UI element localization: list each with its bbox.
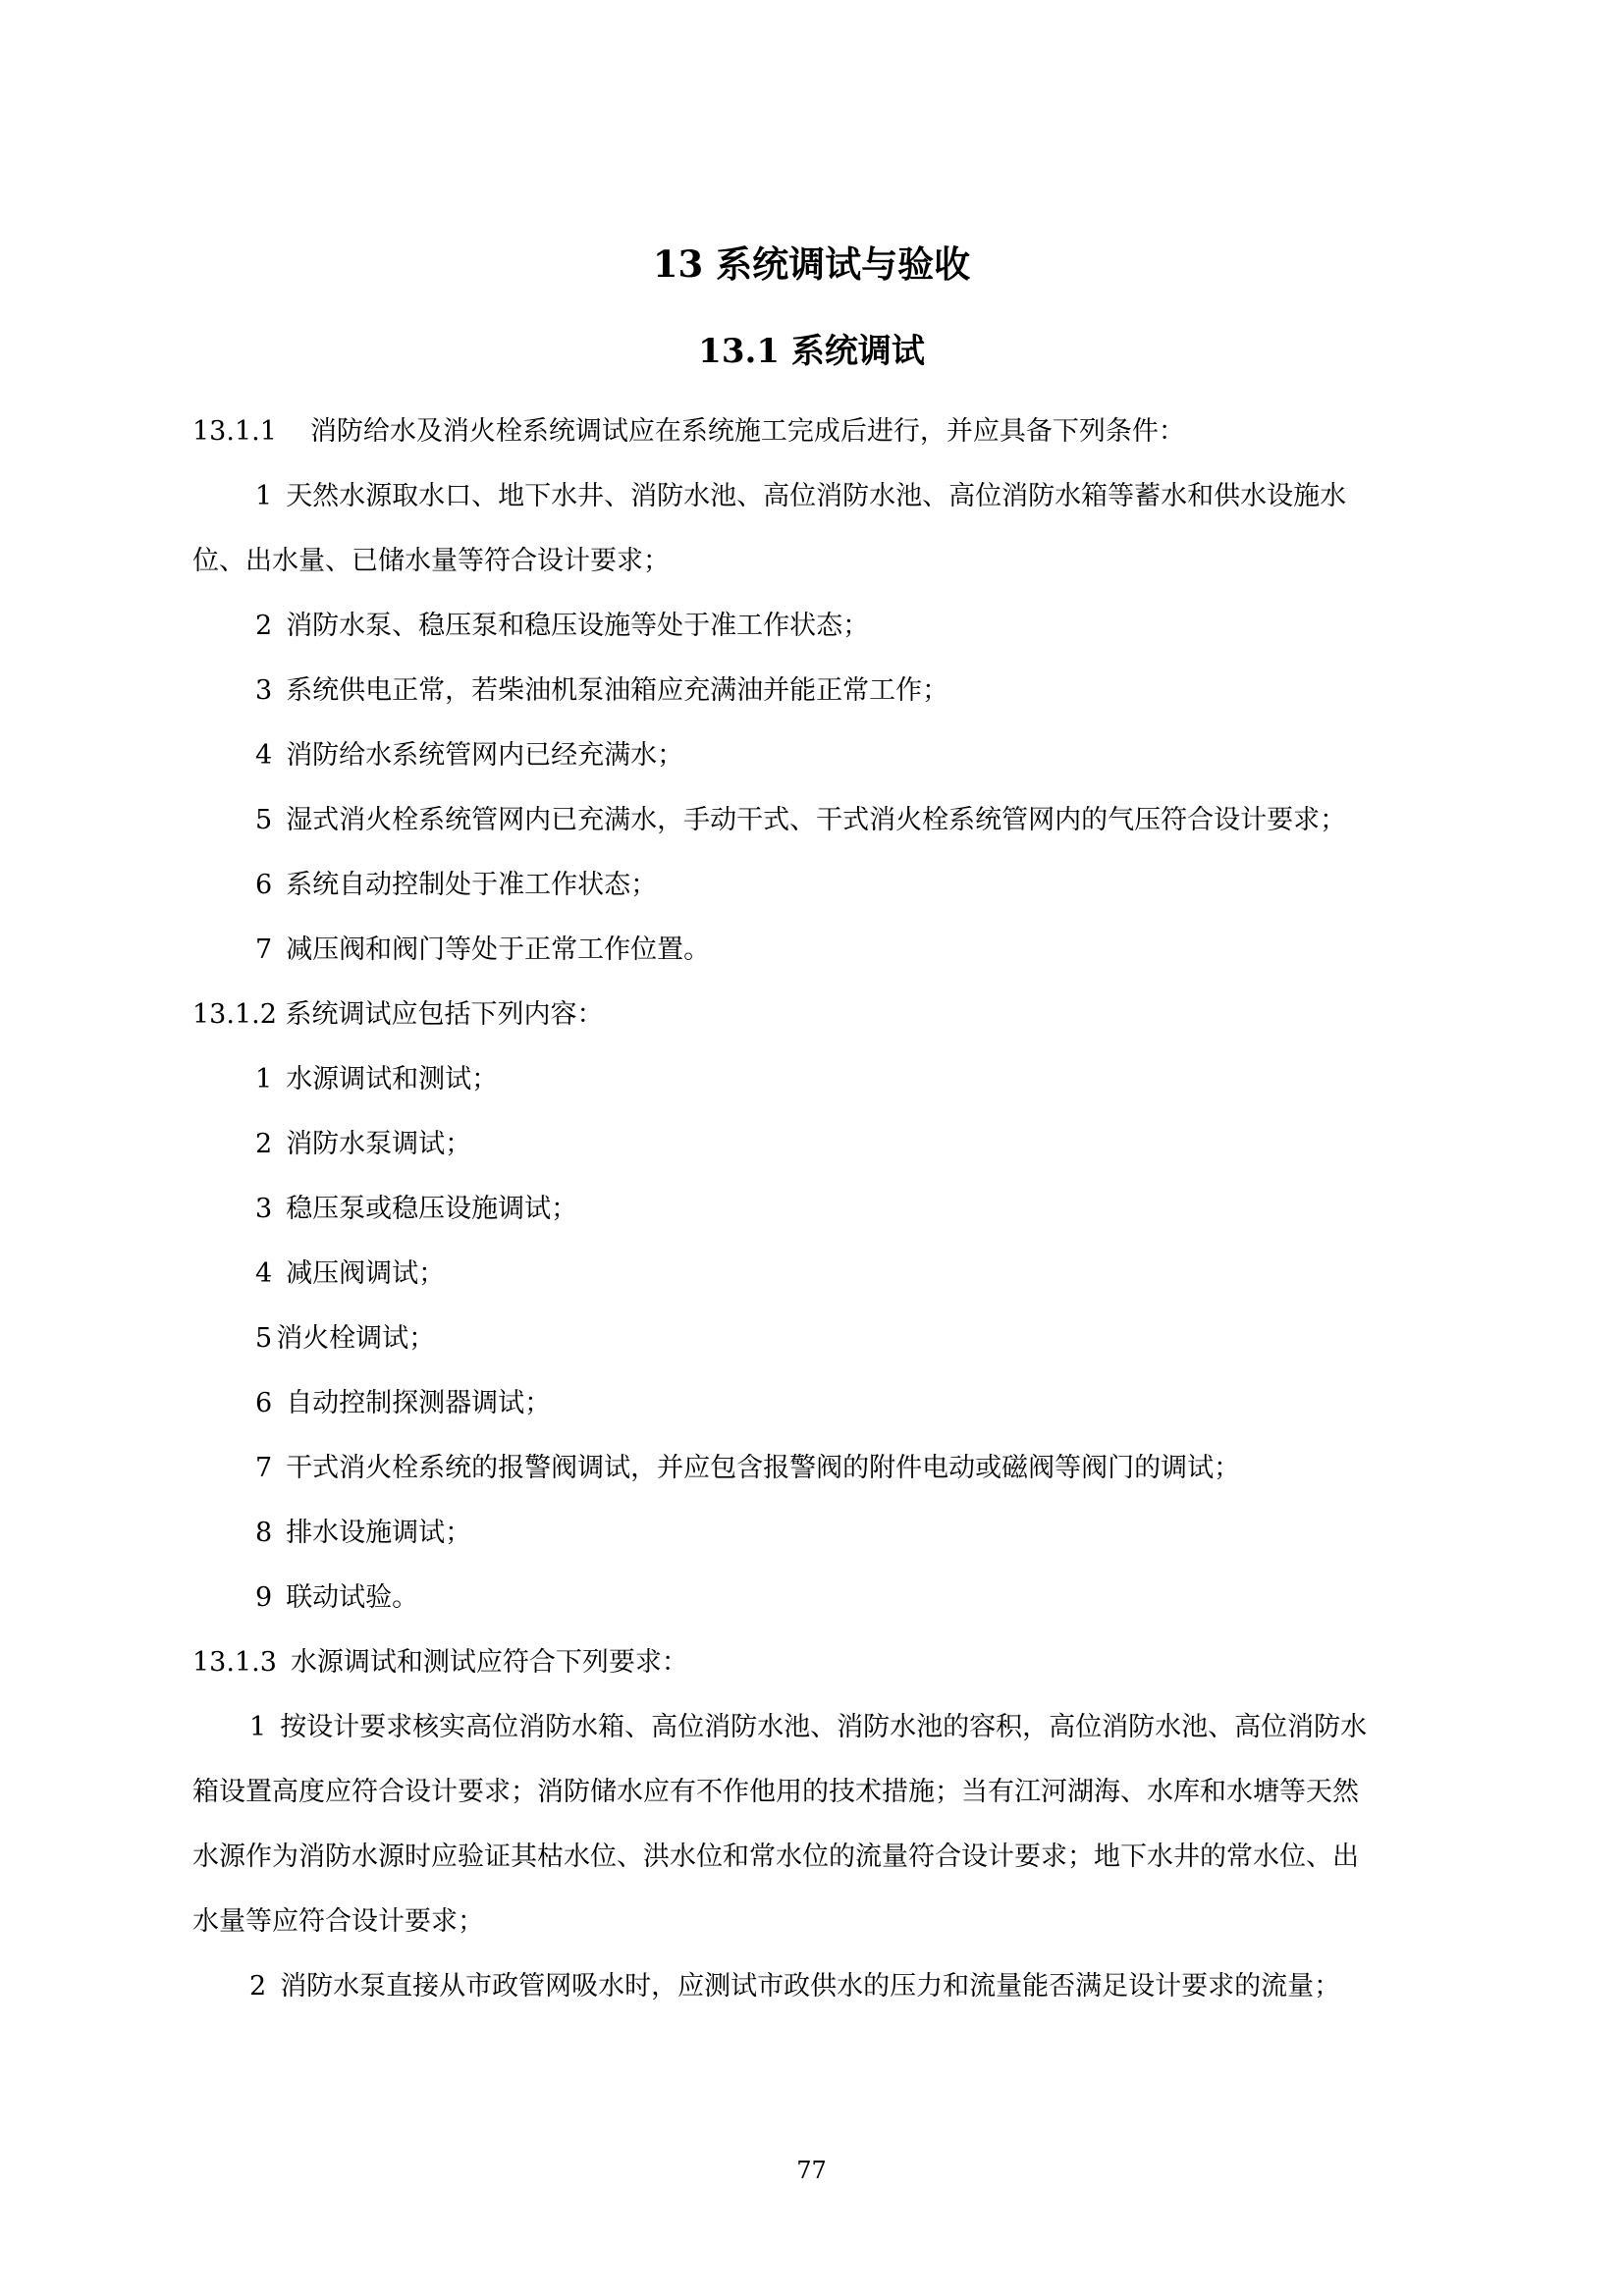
item-number: 7	[255, 1453, 273, 1483]
item-text: 系统供电正常，若柴油机泵油箱应充满油并能正常工作；	[286, 675, 949, 706]
item-text: 天然水源取水口、地下水井、消防水池、高位消防水池、高位消防水箱等蓄水和供水设施水	[286, 481, 1347, 511]
item-text: 消防水泵调试；	[286, 1129, 472, 1159]
page-number: 77	[796, 2157, 827, 2184]
item-text: 排水设施调试；	[286, 1518, 472, 1548]
item-text: 自动控制探测器调试；	[286, 1388, 552, 1418]
item-text: 干式消火栓系统的报警阀调试，并应包含报警阀的附件电动或磁阀等阀门的调试；	[286, 1453, 1241, 1483]
item-text: 湿式消火栓系统管网内已充满水，手动干式、干式消火栓系统管网内的气压符合设计要求；	[286, 805, 1347, 835]
clause-number: 13.1.3	[192, 1647, 277, 1678]
item-number: 4	[255, 740, 273, 771]
item-number: 2	[255, 1129, 273, 1159]
item-number: 5	[255, 805, 273, 835]
list-item	[255, 801, 1346, 840]
list-item	[249, 1708, 1367, 1747]
clause-13-1-2: 13.1.2 系统调试应包括下列内容：	[192, 999, 604, 1030]
list-item	[255, 1384, 551, 1423]
list-item	[255, 736, 683, 775]
clause-13-1-3	[192, 1643, 688, 1682]
list-item-continuation: 箱设置高度应符合设计要求；消防储水应有不作他用的技术措施；当有江河湖海、水库和水塘等天然	[192, 1777, 1359, 1807]
item-number: 4	[255, 1258, 273, 1289]
item-number: 3	[255, 675, 273, 706]
item-text: 按设计要求核实高位消防水箱、高位消防水池、消防水池的容积，高位消防水池、高位消防水	[280, 1712, 1368, 1742]
item-number: 1	[255, 1064, 273, 1095]
item-number: 1	[255, 481, 273, 511]
list-item	[255, 1060, 498, 1099]
list-item	[249, 1967, 1340, 2006]
item-text: 消防给水系统管网内已经充满水；	[286, 740, 684, 771]
clause-text: 消防给水及消火栓系统调试应在系统施工完成后进行，并应具备下列条件：	[309, 416, 1185, 447]
item-text: 稳压泵或稳压设施调试；	[286, 1194, 578, 1224]
section-title: 13.1 系统调试	[698, 332, 925, 371]
list-item	[255, 866, 657, 905]
list-item-continuation: 位、出水量、已储水量等符合设计要求；	[192, 546, 670, 576]
item-number: 2	[249, 1971, 267, 2002]
item-number: 6	[255, 870, 273, 900]
item-text: 水源调试和测试；	[286, 1064, 499, 1095]
list-item-continuation: 水源作为消防水源时应验证其枯水位、洪水位和常水位的流量符合设计要求；地下水井的常水位、出	[192, 1842, 1359, 1872]
item-number: 8	[255, 1518, 273, 1548]
item-number: 6	[255, 1388, 273, 1418]
list-item-continuation: 水量等应符合设计要求；	[192, 1906, 484, 1937]
item-text: 减压阀和阀门等处于正常工作位置。	[286, 934, 711, 965]
list-item	[255, 1255, 445, 1294]
clause-13-1-1	[192, 412, 1185, 452]
item-number: 9	[255, 1582, 273, 1613]
list-item	[255, 477, 1346, 516]
item-text: 减压阀调试；	[286, 1258, 446, 1289]
list-item	[255, 931, 710, 970]
clause-number: 13.1.1	[192, 416, 277, 447]
list-item	[255, 607, 869, 646]
item-text: 联动试验。	[286, 1582, 419, 1613]
item-text: 消防水泵直接从市政管网吸水时，应测试市政供水的压力和流量能否满足设计要求的流量；	[280, 1971, 1341, 2002]
clause-text: 水源调试和测试应符合下列要求：	[290, 1647, 688, 1678]
list-item	[255, 1319, 435, 1359]
item-number: 7	[255, 934, 273, 965]
item-text: 系统自动控制处于准工作状态；	[286, 870, 658, 900]
item-number: 2	[255, 611, 273, 641]
list-item	[255, 671, 948, 711]
list-item	[255, 1449, 1240, 1488]
list-item	[255, 1190, 577, 1229]
list-item	[255, 1514, 471, 1553]
item-number: 5	[255, 1323, 273, 1354]
chapter-title: 13 系统调试与验收	[652, 242, 971, 286]
item-text: 消防水泵、稳压泵和稳压设施等处于准工作状态；	[286, 611, 870, 641]
item-text: 消火栓调试；	[276, 1323, 436, 1354]
item-number: 3	[255, 1194, 273, 1224]
list-item	[255, 1125, 471, 1164]
item-number: 1	[249, 1712, 267, 1742]
list-item	[255, 1578, 418, 1618]
